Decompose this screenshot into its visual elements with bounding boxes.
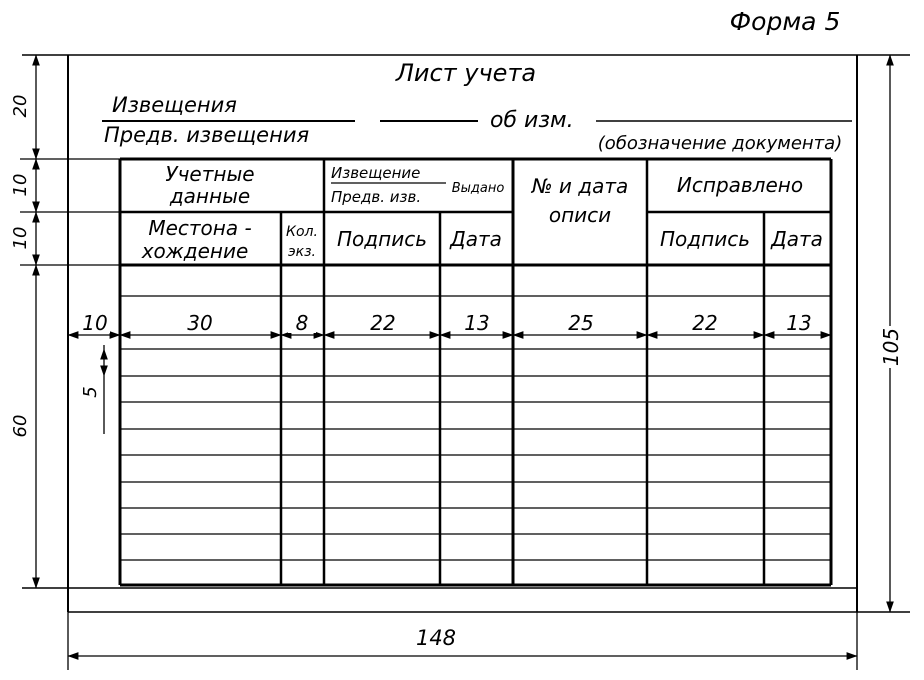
sheet-title: Лист учета xyxy=(395,59,537,87)
header-date-issued: Дата xyxy=(450,227,502,251)
change-label: об изм. xyxy=(490,108,574,133)
header-signature-corrected: Подпись xyxy=(660,227,750,251)
notice-label: Извещения xyxy=(112,93,237,117)
header-date-corrected: Дата xyxy=(771,227,823,251)
header-copies-2: экз. xyxy=(287,244,317,260)
dim-col-7: 22 xyxy=(692,311,718,335)
header-copies-1: Кол. xyxy=(286,224,318,240)
header-accounting-data-2: данные xyxy=(169,184,251,208)
header-accounting-data-1: Учетные xyxy=(165,162,255,186)
overall-width-label: 148 xyxy=(415,626,457,650)
column-dimension-labels xyxy=(80,311,818,335)
prelim-notice-label: Предв. извещения xyxy=(104,123,310,147)
dim-col-4: 22 xyxy=(370,311,396,335)
dim-col-5: 13 xyxy=(464,311,490,335)
overall-height-label: 105 xyxy=(879,327,903,367)
form-label: Форма 5 xyxy=(729,7,841,36)
dim-row-pitch: 5 xyxy=(80,386,101,398)
header-signature-issued: Подпись xyxy=(337,227,427,251)
header-corrected: Исправлено xyxy=(676,173,804,197)
dim-header-row-1: 10 xyxy=(10,173,31,197)
row-dimension-labels xyxy=(10,95,101,438)
dim-title-block: 20 xyxy=(10,94,31,118)
dim-col-8: 13 xyxy=(786,311,812,335)
dim-col-6: 25 xyxy=(568,311,594,335)
header-notice: Извещение xyxy=(331,164,421,182)
dim-col-2: 30 xyxy=(187,311,213,335)
header-inventory-1: № и дата xyxy=(531,174,629,198)
header-location-2: хождение xyxy=(141,239,249,263)
document-designation: (обозначение документа) xyxy=(597,133,843,154)
header-inventory-2: описи xyxy=(548,203,612,227)
dim-col-1: 10 xyxy=(82,311,108,335)
dim-header-row-2: 10 xyxy=(10,226,31,250)
header-location-1: Местона - xyxy=(148,216,252,240)
header-prelim-notice: Предв. изв. xyxy=(331,188,422,206)
dim-col-3: 8 xyxy=(295,311,309,335)
dim-body: 60 xyxy=(10,414,31,438)
header-issued: Выдано xyxy=(451,181,505,196)
